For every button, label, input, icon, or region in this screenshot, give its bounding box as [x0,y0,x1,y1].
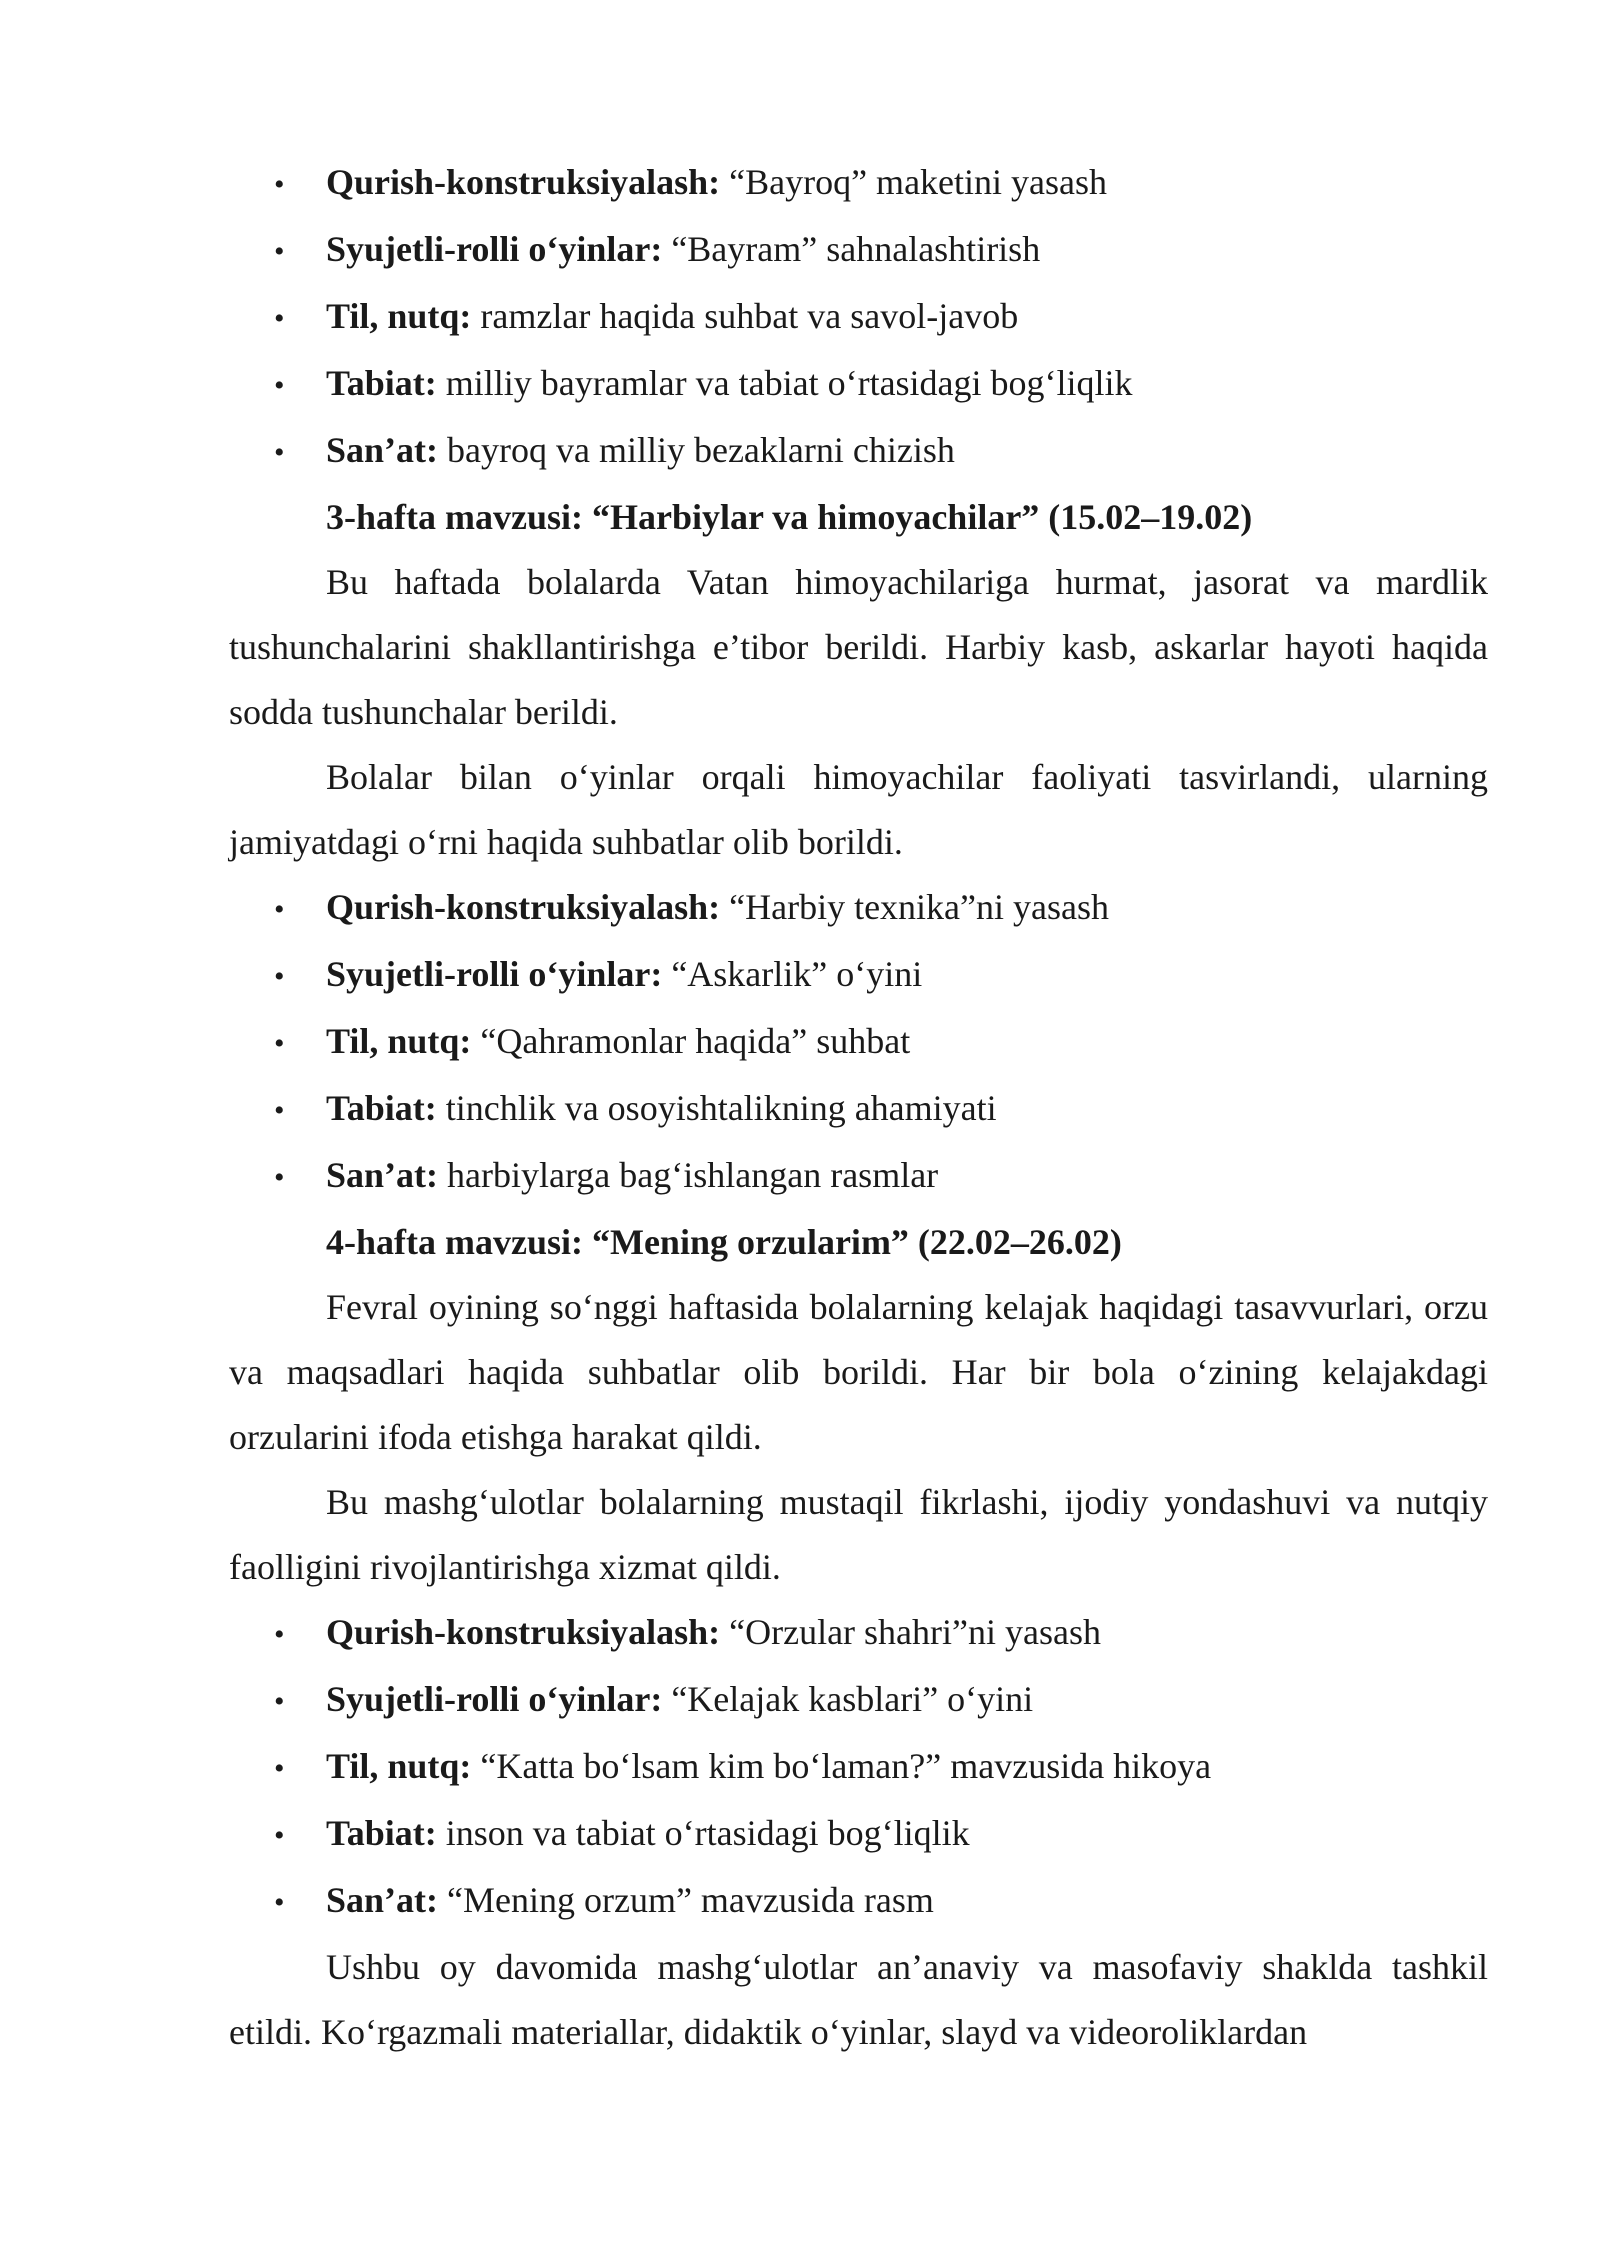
item-text: tinchlik va osoyishtalikning ahamiyati [436,1088,997,1128]
list-item [229,1076,1488,1143]
item-text: “Bayram” sahnalashtirish [662,229,1041,269]
bullet-icon: • [274,235,285,268]
week3-heading: 3-hafta mavzusi: “Harbiylar va himoyachilar” (15.02–19.02) [326,497,1253,537]
item-label: San’at: [326,1155,439,1195]
activity-list-3 [229,1600,1488,1935]
item-label: Til, nutq: [326,296,472,336]
item-label: San’at: [326,1880,439,1920]
list-item [229,875,1488,942]
item-text: “Harbiy texnika”ni yasash [720,887,1109,927]
item-text: bayroq va milliy bezaklarni chizish [438,430,955,470]
item-text: “Askarlik” o‘yini [662,954,923,994]
bullet-icon: • [274,168,285,201]
bullet-icon: • [274,1027,285,1060]
bullet-icon: • [274,436,285,469]
item-label: Tabiat: [326,1813,437,1853]
item-label: Qurish-konstruksiyalash: [326,1612,721,1652]
week4-paragraph-2: Bu mashg‘ulotlar bolalarning mustaqil fikrlashi, ijodiy yondashuvi va nutqiy faolligini rivojlantirishga xizmat qildi. [229,1482,1488,1587]
item-label: Syujetli-rolli o‘yinlar: [326,229,663,269]
bullet-icon: • [274,1819,285,1852]
item-text: ramzlar haqida suhbat va savol-javob [471,296,1019,336]
list-item [229,418,1488,485]
bullet-icon: • [274,302,285,335]
item-text: “Qahramonlar haqida” suhbat [471,1021,911,1061]
list-item [229,284,1488,351]
list-item [229,1868,1488,1935]
item-text: harbiylarga bag‘ishlangan rasmlar [438,1155,939,1195]
bullet-icon: • [274,893,285,926]
week4-paragraph-1: Fevral oyining so‘nggi haftasida bolalarning kelajak haqidagi tasavvurlari, orzu va maqsadlari haqida suhbatlar olib borildi. Har bir bola o‘zining kelajakdagi orzularini ifoda etishga harakat qildi. [229,1287,1488,1457]
item-label: Tabiat: [326,1088,437,1128]
list-item [229,942,1488,1009]
list-item [229,1734,1488,1801]
closing-paragraph: Ushbu oy davomida mashg‘ulotlar an’anaviy va masofaviy shaklda tashkil etildi. Ko‘rgazmali materiallar, didaktik o‘yinlar, slayd va videoroliklardan [229,1947,1488,2052]
item-label: San’at: [326,430,439,470]
item-label: Til, nutq: [326,1021,472,1061]
item-label: Qurish-konstruksiyalash: [326,162,721,202]
item-text: milliy bayramlar va tabiat o‘rtasidagi bog‘liqlik [436,363,1133,403]
list-item [229,351,1488,418]
list-item [229,1009,1488,1076]
list-item [229,1801,1488,1868]
item-text: “Bayroq” maketini yasash [720,162,1108,202]
bullet-icon: • [274,1618,285,1651]
bullet-icon: • [274,369,285,402]
item-text: “Mening orzum” mavzusida rasm [438,1880,934,1920]
item-label: Tabiat: [326,363,437,403]
item-text: “Orzular shahri”ni yasash [720,1612,1101,1652]
list-item [229,150,1488,217]
week3-paragraph-1: Bu haftada bolalarda Vatan himoyachilariga hurmat, jasorat va mardlik tushunchalarini shakllantirishga e’tibor berildi. Harbiy kasb, askarlar hayoti haqida sodda tushunchalar berildi. [229,562,1488,732]
bullet-icon: • [274,1685,285,1718]
list-item [229,217,1488,284]
list-item [229,1143,1488,1210]
bullet-icon: • [274,1752,285,1785]
item-text: inson va tabiat o‘rtasidagi bog‘liqlik [436,1813,970,1853]
item-label: Syujetli-rolli o‘yinlar: [326,954,663,994]
item-text: “Kelajak kasblari” o‘yini [662,1679,1034,1719]
week3-paragraph-2: Bolalar bilan o‘yinlar orqali himoyachilar faoliyati tasvirlandi, ularning jamiyatdagi o‘rni haqida suhbatlar olib borildi. [229,757,1488,862]
week4-heading: 4-hafta mavzusi: “Mening orzularim” (22.02–26.02) [326,1222,1122,1262]
activity-list-2 [229,875,1488,1210]
list-item [229,1600,1488,1667]
bullet-icon: • [274,1094,285,1127]
item-label: Til, nutq: [326,1746,472,1786]
activity-list-1 [229,150,1488,485]
list-item [229,1667,1488,1734]
bullet-icon: • [274,960,285,993]
bullet-icon: • [274,1886,285,1919]
bullet-icon: • [274,1161,285,1194]
item-text: “Katta bo‘lsam kim bo‘laman?” mavzusida hikoya [471,1746,1212,1786]
item-label: Qurish-konstruksiyalash: [326,887,721,927]
item-label: Syujetli-rolli o‘yinlar: [326,1679,663,1719]
